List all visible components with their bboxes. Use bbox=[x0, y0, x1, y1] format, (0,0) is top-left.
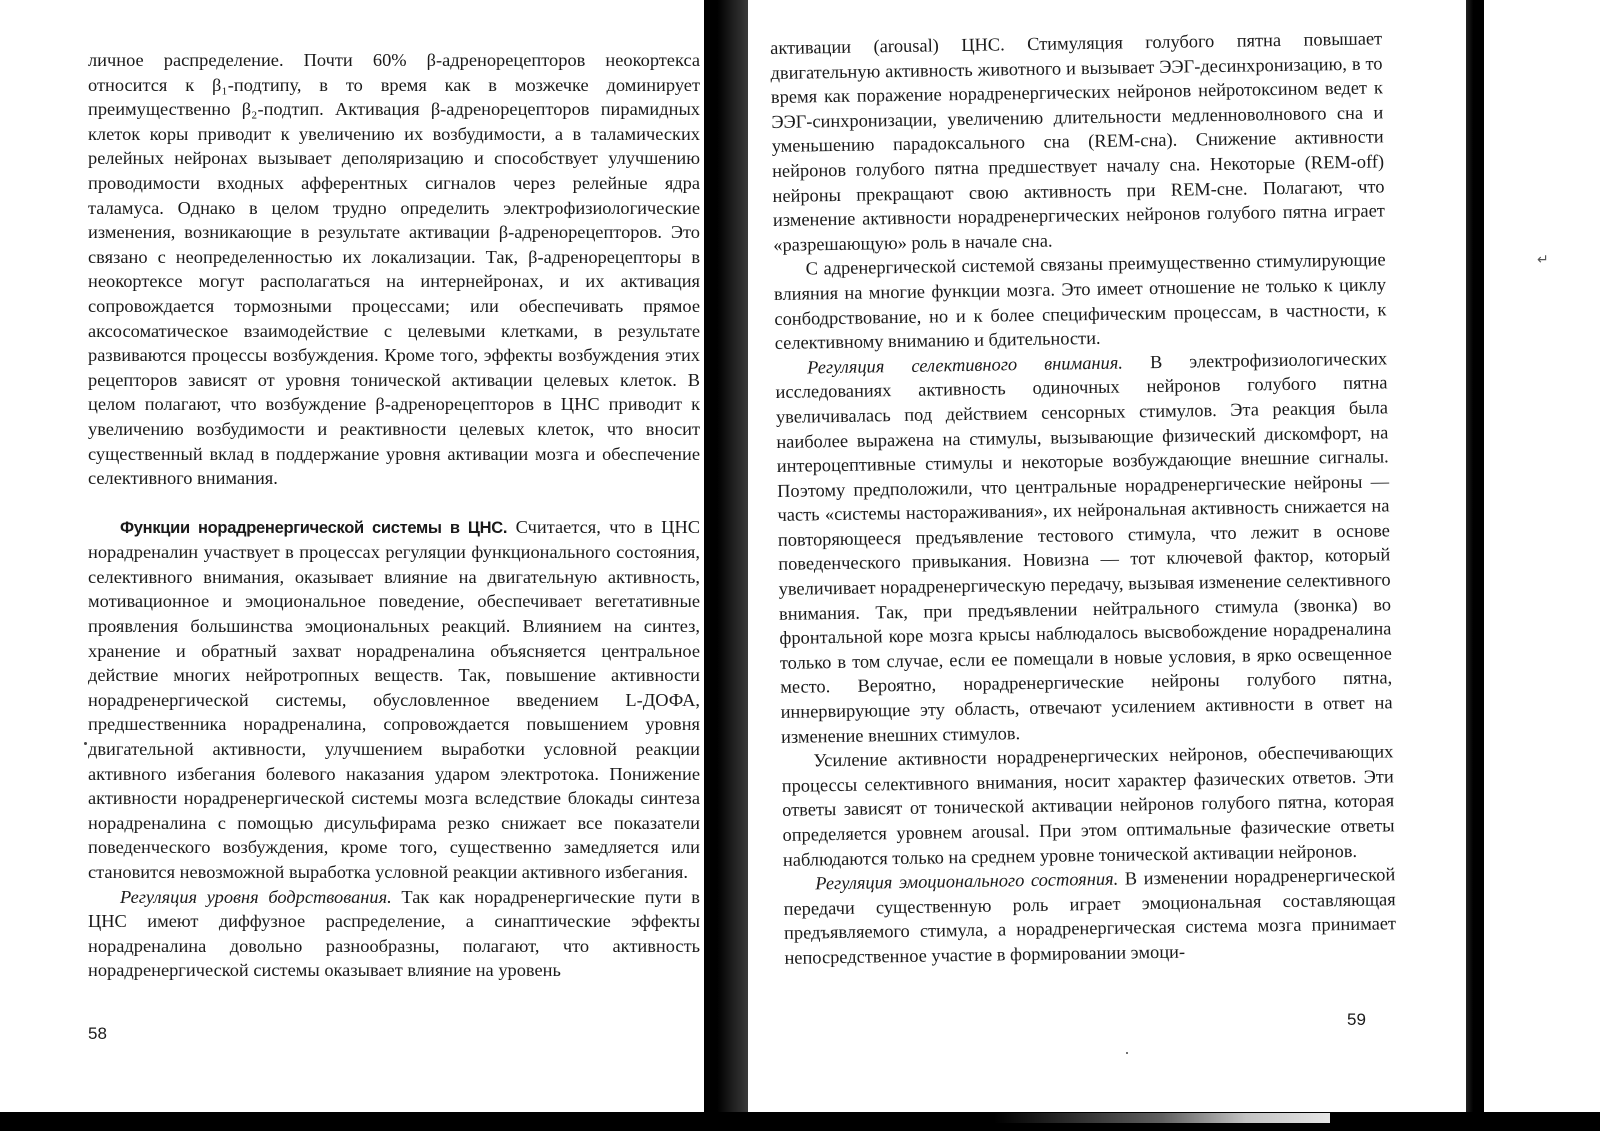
right-paragraph-3-text: В электрофизиологических исследованиях активность одиночных нейронов голубого пятна увеличивалась под действием сенсорных стимулов. Эта реакция была наиболее выражена на стимулы, вызывающие физический дискомфорт, на интероцептивные стимулы и некоторые возбуждающие внешние сигналы. Поэтому предположили, что центральные норадренергические нейроны — часть «системы настораживания», их нейрональная активность снижается на повторяющееся предъявление тестового стимула, что лежит в основе поведенческого привыкания. Новизна — тот ключевой фактор, который увеличивает норадренергическую передачу, вызывая изменение селективного внимания. Так, при предъявлении нейтрального стимула (звонка) во фронтальной коре мозга крысы наблюдалось высвобождение норадреналина только в том случае, если ее помещали в новые условия, в ярко освещенное место. Вероятно, норадренергические нейроны голубого пятна, иннервирующие эту область, отвечают усилением активности в ответ на изменение внешних стимулов. bbox=[775, 348, 1393, 747]
left-page-number: 58 bbox=[88, 1024, 107, 1043]
right-paragraph-5-italic: Регуляция эмоционального состояния. bbox=[815, 868, 1119, 894]
stray-dot bbox=[1126, 1052, 1128, 1054]
left-paragraph-3-italic: Регуляция уровня бодрствования. bbox=[120, 886, 392, 907]
left-page-text bbox=[88, 48, 700, 983]
left-paragraph-3-text: Так как норадренергические пути в ЦНС имеют диффузное распределение, а синаптические эффекты норадреналина довольно разнообразны, полагают, что активность норадренергической системы оказывает влияние на уровень bbox=[88, 886, 700, 981]
right-paragraph-5 bbox=[783, 862, 1396, 970]
section-heading: Функции норадренергической системы в ЦНС. bbox=[120, 518, 508, 537]
right-paragraph-1: активации (arousal) ЦНС. Стимуляция голубого пятна повышает двигательную активность животного и вызывает ЭЭГ-десинхронизацию, в то время как поражение норадренергических нейронов нейротоксином ведет к ЭЭГ-синхронизации, увеличению длительности медленноволнового сна и уменьшению парадоксального сна (REM-сна). Снижение активности нейронов голубого пятна предшествует началу сна. Некоторые (REM-off) нейроны прекращают свою активность при REM-сне. Полагают, что изменение активности норадренергических нейронов голубого пятна играет «разрешающую» роль в начале сна. bbox=[770, 28, 1385, 255]
right-paragraph-5-text: В изменении норадренергической передачи существенную роль играет эмоциональная составляющая предъявляемого стимула, а норадренергическая система мозга принимает непосредственное участие в формировании эмоци- bbox=[783, 864, 1397, 968]
right-page-text bbox=[770, 26, 1397, 970]
bottom-edge-highlight bbox=[770, 1113, 1330, 1123]
right-paragraph-4: Усиление активности норадренергических нейронов, обеспечивающих процессы селективного внимания, носит характер фазических ответов. Эти ответы зависят от тонической активации нейронов голубого пятна, которая определяется уровнем arousal. При этом оптимальные фазические ответы наблюдаются только на среднем уровне тонической активации нейронов. bbox=[781, 741, 1395, 870]
left-paragraph-1: личное распределение. Почти 60% β-адренорецепторов неокортекса относится к β₁-подтипу, в то время как в мозжечке доминирует преимущественно β₂-подтип. Активация β-адренорецепторов пирамидных клеток коры приводит к увеличению их возбудимости, а в таламических релейных нейронах вызывает деполяризацию и способствует улучшению проводимости входных афферентных сигналов через релейные ядра таламуса. Однако в целом трудно определить электрофизиологические изменения, возникающие в результате активации β-адренорецепторов. Это связано с неопределенностью их локализации. Так, β-адренорецепторы в неокортексе могут располагаться на интернейронах, и их активация сопровождается тормозными процессами; или обеспечивать прямое аксосоматическое взаимодействие с целевыми клетками, в результате развиваются процессы возбуждения. Кроме того, эффекты возбуждения этих рецепторов зависят от уровня тонической активации целевых клеток. В целом полагают, что возбуждение β-адренорецепторов в ЦНС приводит к увеличению возбудимости и реактивности целевых клеток, что вносит существенный вклад в поддержание уровня активации мозга и обеспечение селективного внимания. bbox=[88, 50, 700, 489]
right-paragraph-3 bbox=[775, 346, 1393, 749]
left-paragraph-3 bbox=[88, 885, 700, 983]
book-binding-gutter bbox=[704, 0, 748, 1131]
left-section-paragraph bbox=[88, 515, 700, 885]
right-paragraph-2: С адренергической системой связаны преимущественно стимулирующие влияния на многие функции мозга. Это имеет отношение не только к циклу сонбодрствование, но и к более специфическим процессам, в частности, к селективному вниманию и бдительности. bbox=[773, 249, 1387, 354]
section-text: Считается, что в ЦНС норадреналин участвует в процессах регуляции функционального состояния, селективного внимания, оказывает влияние на двигательную активность, мотивационное и эмоциональное поведение, обеспечивает вегетативные проявления большинства эмоциональных реакций. Влиянием на синтез, хранение и обратный захват норадреналина объясняется центральное действие многих нейротропных веществ. Так, повышение активности норадренергической системы, обусловленное введением L-ДОФА, предшественника норадреналина, сопровождается повышением уровня двигательной активности, улучшением выработки условной реакции активного избегания болевого наказания ударом электротока. Понижение активности норадренергической системы мозга вследствие блокады синтеза норадреналина с помощью дисульфирама резко снижает все показатели поведенческого возбуждения, кроме того, существенно замедляется или становится невозможной выработка условной реакции активного избегания. bbox=[88, 516, 700, 882]
right-page-edge-shadow bbox=[1466, 0, 1484, 1112]
margin-mark-icon: ↵ bbox=[1537, 252, 1549, 268]
right-page-number: 59 bbox=[1347, 1010, 1366, 1029]
right-paragraph-3-italic: Регуляция селективного внимания. bbox=[807, 352, 1124, 378]
stray-dot bbox=[84, 742, 87, 745]
